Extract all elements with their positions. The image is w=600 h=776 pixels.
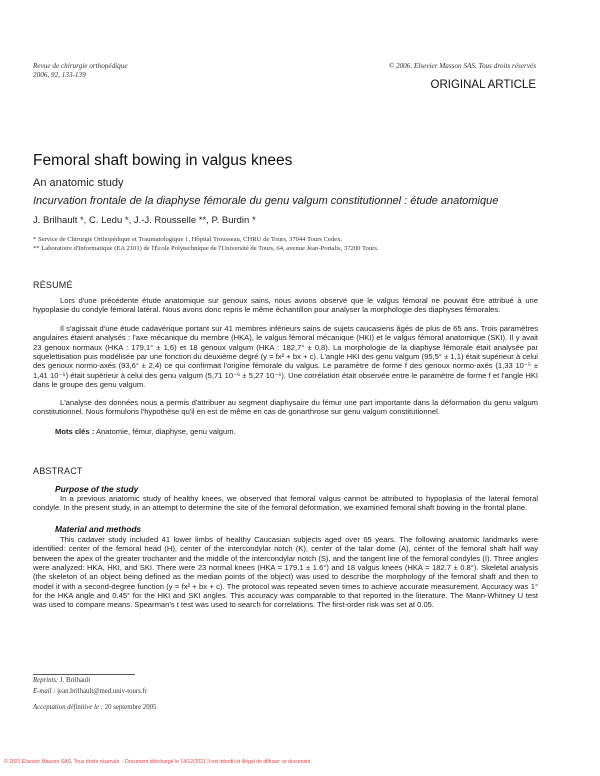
french-title: Incurvation frontale de la diaphyse fémorale du genu valgum constitutionnel : étude anatomique (33, 195, 499, 207)
acceptance-date: 20 septembre 2005 (104, 704, 157, 711)
acceptance-note (33, 704, 156, 711)
purpose-heading: Purpose of the study (55, 484, 139, 494)
resume-paragraph-2: Il s'agissait d'une étude cadavérique portant sur 41 membres inférieurs sains de sujets caucasiens âgés de plus de 65 ans. Trois paramètres angulaires étaient analysés : l'axe mécanique du membre (HKA), le valgus fémoral mécanique (HKI) et le valgus fémoral anatomique (SKI). Il y avait 23 genoux normaux (HKA : 179,1° ± 1,6) et 18 genoux valgum (HKA : 182,7° ± 0,8). La morphologie de la diaphyse fémorale était analysée par squelettisation puis modélisée par une fonction du deuxième degré (y = fx² + bx + c). L'angle HKI des genu valgum (95,5° ± 1,1) était supérieur à celui des genoux normo-axés (93,6° ± 2,4) ce qui confirmait l'origine fémorale du valgus. Le paramètre de forme f des genoux normo-axés (1,33 10⁻⁵ ± 1,41 10⁻⁵) était supérieur à celui des genu valgum (5,71 10⁻⁶ ± 5,27 10⁻⁶). Une corrélation était observée entre le paramètre de forme f et l'angle HKI dans le groupe des genu valgum. (33, 324, 538, 390)
download-notice: © 2021 Elsevier Masson SAS. Tous droits réservés. - Document téléchargé le 14/12/2021 Il est interdit et illégal de diffuser ce document. (4, 759, 312, 765)
purpose-paragraph: In a previous anatomic study of healthy knees, we observed that femoral valgus cannot be attributed to hypoplasia of the lateral femoral condyle. In the present study, in an attempt to determine the site of the femoral deformation, we examined femoral shaft bowing in the frontal plane. (33, 494, 538, 513)
reprints-label: Reprints: (33, 677, 59, 684)
journal-name: Revue de chirurgie orthopédique (33, 62, 128, 70)
keywords-label: Mots clés : (55, 427, 95, 436)
author-list: J. Brilhault *, C. Ledu *, J.-J. Rousselle **, P. Burdin * (33, 215, 256, 226)
acceptance-label: Acceptation définitive le : (33, 704, 104, 711)
resume-paragraph-1: Lors d'une précédente étude anatomique sur genoux sains, nous avions observé que le valgus fémoral ne pouvait être attribué à une hypoplasie du condyle fémoral latéral. Nous avons donc repris le même échantillon pour analyser la morphologie des diaphyses fémorales. (33, 296, 538, 315)
journal-volume: 2006, 92, 133-139 (33, 71, 86, 79)
email-note (33, 688, 147, 695)
email-address[interactable]: jean.brilhault@med.univ-tours.fr (57, 688, 148, 695)
email-label: E-mail : (33, 688, 56, 695)
resume-heading: RÉSUMÉ (33, 280, 73, 290)
article-subtitle: An anatomic study (33, 177, 124, 189)
article-title: Femoral shaft bowing in valgus knees (33, 152, 293, 169)
article-category: ORIGINAL ARTICLE (430, 79, 536, 91)
footnote-rule (33, 674, 135, 675)
affiliation-1: * Service de Chirurgie Orthopédique et Traumatologique 1, Hôpital Trousseau, CHRU de Tours, 37044 Tours Cedex. (33, 236, 343, 243)
methods-heading: Material and methods (55, 524, 142, 534)
keywords-text: Anatomie, fémur, diaphyse, genu valgum. (95, 427, 236, 436)
abstract-heading: ABSTRACT (33, 466, 83, 476)
reprints-name: J. Brilhault (60, 677, 91, 684)
journal-info (33, 62, 128, 80)
methods-paragraph: This cadaver study included 41 lower limbs of healthy Caucasian subjects aged over 65 years. The following anatomic landmarks were identified: center of the femoral head (H), center of the intercondylar notch (K), center of the talar dome (A), center of the femoral shaft half way between the apex of the greater trochanter and the middle of the intercondylar notch (S), and the tangent line of the femoral condyles (I). Three angles were analyzed: HKA, HKI, and SKI. There were 23 normal knees (HKA = 179.1 ± 1.6°) and 18 valgus knees (HKA = 182.7 ± 0.8°). Skeletal analysis (the skeleton of an object being defined as the median points of the object) was used to describe the morphology of the femoral shaft and then to model it with a second-degree function (y = fx² + bx + c). The protocol was repeated seven times to achieve accurate measurement. Accuracy was 1° for the HKA angle and 0.45° for the HKI and SKI angles. This accuracy was comparable to that reported in the literature. The Mann-Whitney U test was used to compare means. Spearman's t test was used to search for correlations. The first-order risk was set at 0.05. (33, 535, 538, 610)
reprints-note (33, 677, 90, 684)
copyright-notice: © 2006. Elsevier Masson SAS. Tous droits réservés (388, 62, 536, 70)
resume-paragraph-3: L'analyse des données nous a permis d'attribuer au segment diaphysaire du fémur une part importante dans la déformation du genu valgum constitutionnel. Nous formulons l'hypothèse qu'il en est de même en cas de gonarthrose sur genu valgum constitutionnel. (33, 398, 538, 417)
keywords (55, 427, 236, 436)
affiliation-2: ** Laboratoire d'Informatique (EA 2101) de l'École Polytechnique de l'Université de Tours, 64, avenue Jean-Portalis, 37200 Tours. (33, 245, 379, 252)
